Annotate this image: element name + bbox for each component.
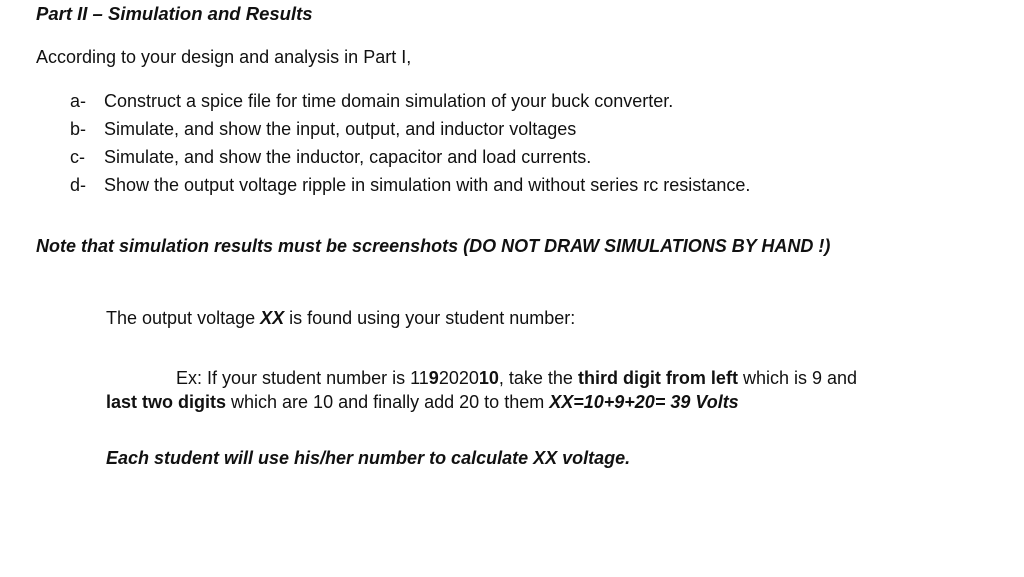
voltage-prefix: The output voltage xyxy=(106,308,261,328)
voltage-suffix: is found using your student number: xyxy=(284,308,576,328)
example-part4: which is 9 and xyxy=(737,368,858,388)
example-emph-third: third digit from left xyxy=(577,368,738,388)
example-part1: Ex: If your student number is 11 xyxy=(176,368,429,388)
task-marker: d- xyxy=(70,175,87,195)
intro-text: According to your design and analysis in Part I, xyxy=(36,47,412,67)
example-last-digits: 10 xyxy=(478,368,499,388)
note-text: Note that simulation results must be screenshots (DO NOT DRAW SIMULATIONS BY HAND !) xyxy=(36,236,831,256)
task-item-d xyxy=(70,175,750,196)
page-heading: Part II – Simulation and Results xyxy=(36,3,313,24)
closing-text: Each student will use his/her number to calculate XX voltage. xyxy=(106,448,631,468)
task-text: Construct a spice file for time domain simulation of your buck converter. xyxy=(104,91,674,111)
voltage-variable: XX xyxy=(260,308,285,328)
example-part2: 2020 xyxy=(438,368,479,388)
example-emph-last: last two digits xyxy=(106,392,227,412)
task-marker: a- xyxy=(70,91,87,111)
task-marker: c- xyxy=(70,147,85,167)
task-item-a xyxy=(70,91,673,112)
voltage-sentence xyxy=(106,308,575,329)
task-item-c xyxy=(70,147,591,168)
task-marker: b- xyxy=(70,119,87,139)
task-text: Simulate, and show the input, output, and inductor voltages xyxy=(104,119,577,139)
example-part5: which are 10 and finally add 20 to them xyxy=(226,392,550,412)
task-text: Show the output voltage ripple in simulation with and without series rc resistance. xyxy=(104,175,751,195)
task-text: Simulate, and show the inductor, capacitor and load currents. xyxy=(104,147,592,167)
example-formula: XX=10+9+20= 39 Volts xyxy=(549,392,739,412)
example-third-digit: 9 xyxy=(428,368,439,388)
example-line-2 xyxy=(106,392,739,413)
task-item-b xyxy=(70,119,576,140)
example-line-1 xyxy=(176,368,857,389)
example-part3: , take the xyxy=(498,368,578,388)
